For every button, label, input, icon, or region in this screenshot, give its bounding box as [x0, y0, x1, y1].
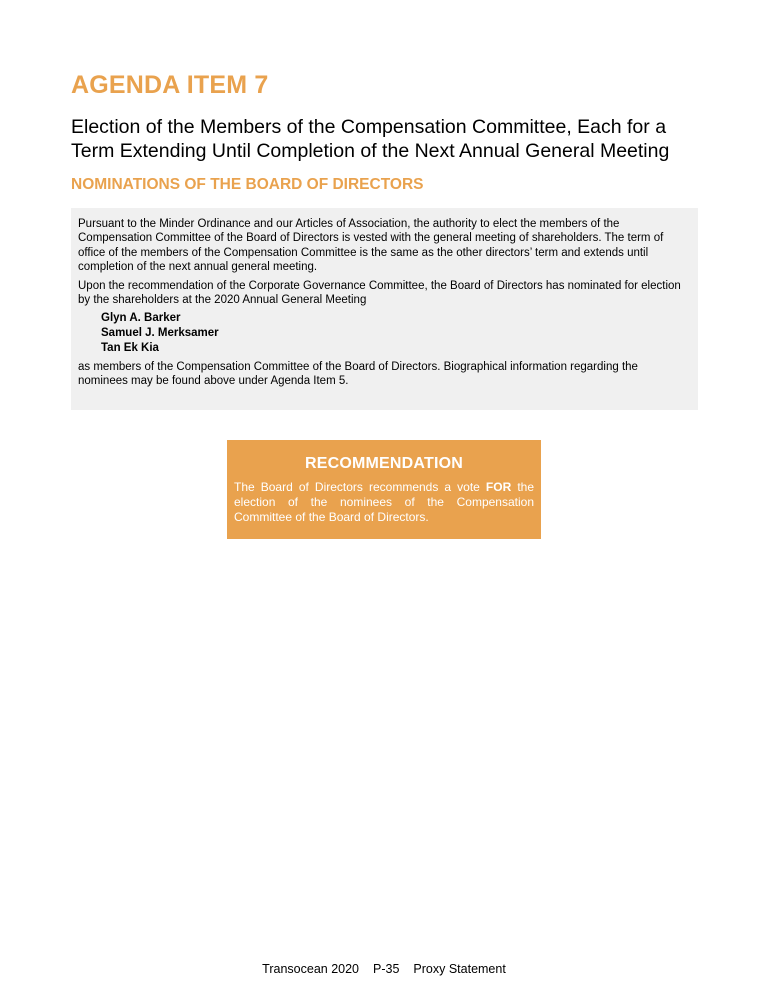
recommendation-text-end: the election of the nominees of the Compensation Committee of the Board of Directors.: [234, 480, 534, 524]
nominations-paragraph-2: Upon the recommendation of the Corporate Governance Committee, the Board of Directors has nominated for election by the shareholders at the 2020 Annual General Meeting: [78, 279, 681, 307]
recommendation-text-start: The Board of Directors recommends a vote: [234, 480, 486, 494]
footer-company: Transocean 2020: [262, 962, 359, 976]
recommendation-title: RECOMMENDATION: [304, 455, 464, 472]
section-heading: NOMINATIONS OF THE BOARD OF DIRECTORS: [71, 176, 424, 193]
recommendation-text: [234, 480, 534, 525]
recommendation-box: [227, 440, 541, 539]
footer-document-title: Proxy Statement: [413, 962, 506, 976]
nominee-name: Samuel J. Merksamer: [101, 327, 219, 340]
nominee-name: Glyn A. Barker: [101, 312, 181, 325]
agenda-item-subtitle: Election of the Members of the Compensation Committee, Each for a Term Extending Until Completion of the Next Annual General Meeting: [71, 116, 670, 162]
nominations-paragraph-1: Pursuant to the Minder Ordinance and our Articles of Association, the authority to elect the members of the Compensation Committee of the Board of Directors is vested with the general meeting of shareholders. The term of office of the members of the Compensation Committee is the same as the other directors’ term and extends until completion of the next annual general meeting.: [78, 218, 664, 274]
page-footer: [0, 962, 768, 977]
footer-page-number: P-35: [373, 962, 400, 976]
nominations-box: [71, 208, 698, 410]
nominee-name: Tan Ek Kia: [101, 342, 159, 355]
nominations-paragraph-3: as members of the Compensation Committee of the Board of Directors. Biographical information regarding the nominees may be found above under Agenda Item 5.: [78, 360, 638, 388]
agenda-item-title: AGENDA ITEM 7: [71, 71, 269, 99]
nominee-list: [101, 311, 690, 355]
recommendation-vote-emphasis: FOR: [485, 480, 512, 494]
